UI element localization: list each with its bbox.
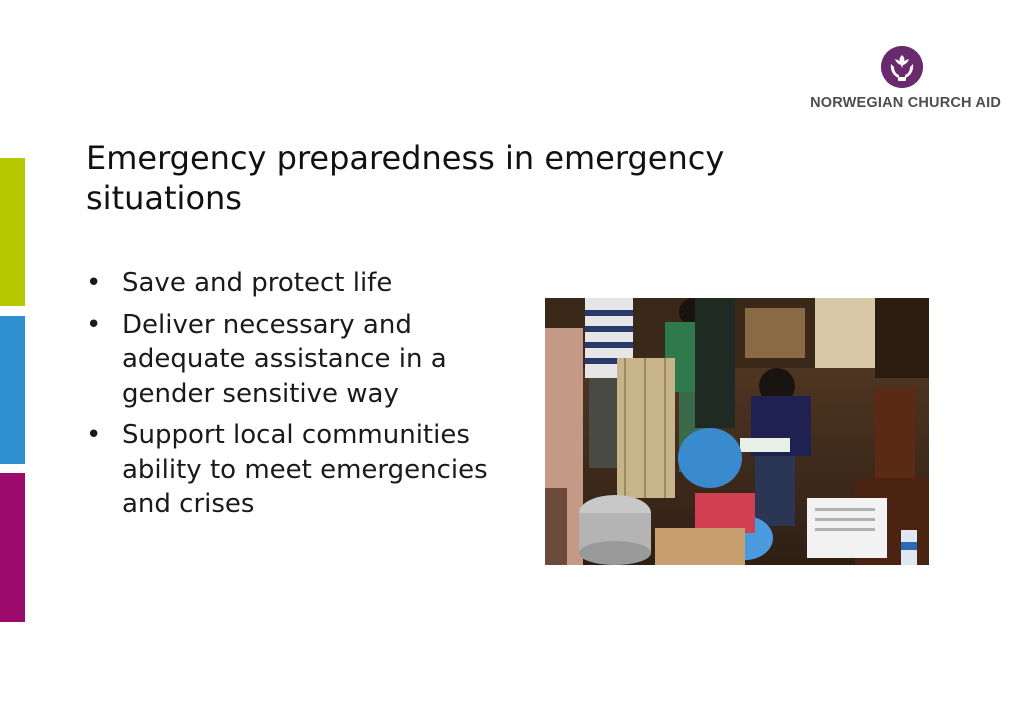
accent-bar-purple xyxy=(0,473,25,622)
bullet-text: Deliver necessary and adequate assistance in a gender sensitive way xyxy=(122,309,447,409)
bullet-glyph: • xyxy=(86,268,102,298)
dove-hands-icon xyxy=(881,46,923,88)
accent-bar-green xyxy=(0,158,25,306)
accent-bar-blue xyxy=(0,316,25,464)
logo-text: NORWEGIAN CHURCH AID xyxy=(810,95,1001,111)
bullet-item xyxy=(86,308,506,412)
bullet-text: Save and protect life xyxy=(122,268,393,298)
bullet-glyph: • xyxy=(86,309,102,340)
bullet-text: Support local communities ability to meet emergencies and crises xyxy=(122,420,488,519)
bullet-glyph: • xyxy=(86,420,102,450)
bullet-item xyxy=(86,266,506,301)
bullet-list xyxy=(86,266,506,529)
slide-title: Emergency preparedness in emergency situations xyxy=(86,139,725,217)
relief-distribution-photo xyxy=(545,298,929,565)
bullet-item xyxy=(86,418,506,522)
